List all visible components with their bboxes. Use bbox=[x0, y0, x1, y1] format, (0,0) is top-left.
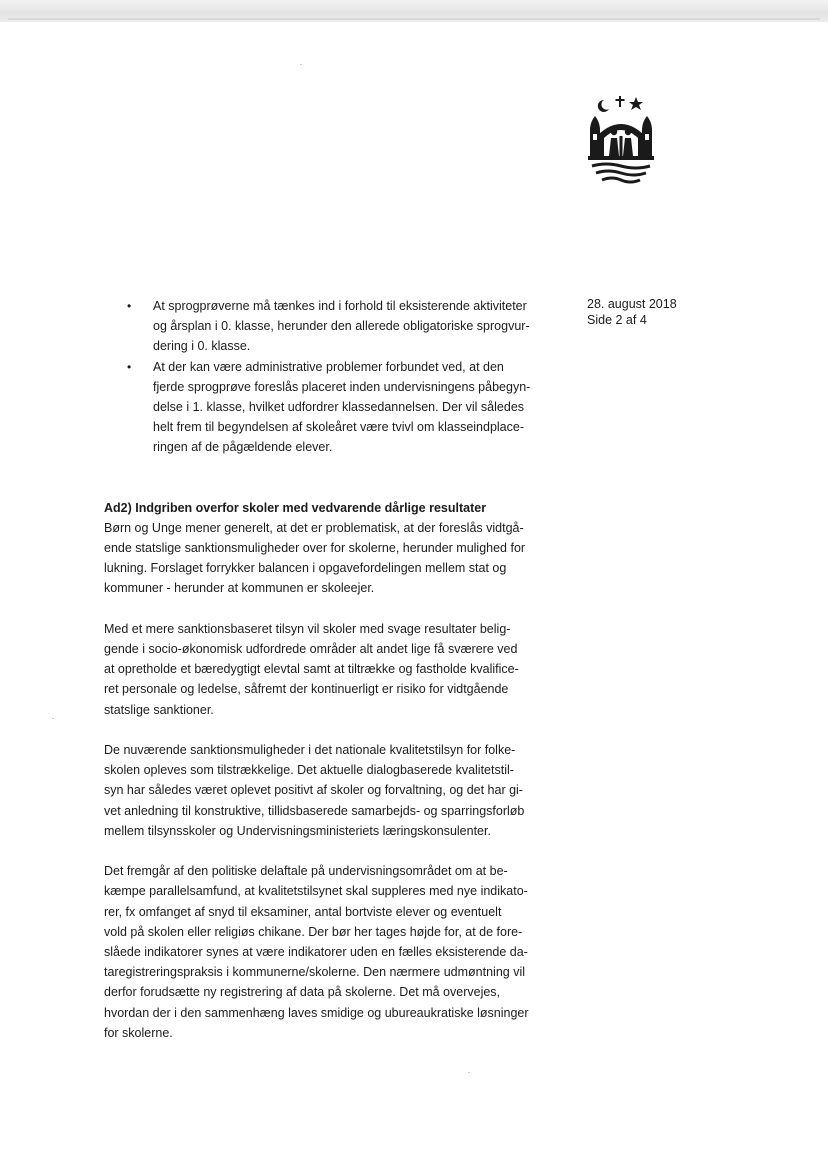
text-line: dering i 0. klasse. bbox=[153, 339, 251, 354]
text-line: taregistreringspraksis i kommunerne/skolerne. Den nærmere udmøntning vil bbox=[104, 965, 526, 980]
text-line: ringen af de pågældende elever. bbox=[153, 440, 333, 455]
text-line: syn har således været oplevet positivt af skoler og forvaltning, og det har gi- bbox=[104, 783, 523, 798]
paragraph bbox=[104, 861, 564, 1043]
text-line: derfor forudsætte ny registrering af data på skolerne. Det må overvejes, bbox=[104, 985, 501, 1000]
text-line: Det fremgår af den politiske delaftale på undervisningsområdet om at be- bbox=[104, 864, 508, 879]
text-line: rer, fx omfanget af snyd til eksaminer, antal bortviste elever og eventuelt bbox=[104, 904, 502, 919]
scan-speck bbox=[52, 718, 54, 719]
section-heading: Ad2) Indgriben overfor skoler med vedvarende dårlige resultater bbox=[104, 500, 487, 515]
coat-of-arms-icon bbox=[584, 94, 658, 190]
text-line: vold på skolen eller religiøs chikane. Der bør her tages højde for, at de fore- bbox=[104, 924, 523, 939]
bullet-list bbox=[104, 296, 564, 458]
text-line: mellem tilsynsskoler og Undervisningsministeriets læringskonsulenter. bbox=[104, 823, 491, 838]
text-line: At sprogprøverne må tænkes ind i forhold til eksisterende aktiviteter bbox=[153, 299, 527, 313]
letter-meta bbox=[587, 296, 747, 328]
bullet-dot-icon: • bbox=[127, 359, 132, 374]
text-line: lukning. Forslaget forrykker balancen i opgavefordelingen mellem stat og bbox=[104, 561, 507, 576]
text-line: for skolerne. bbox=[104, 1025, 173, 1040]
text-line: kæmpe parallelsamfund, at kvalitetstilsynet skal suppleres med nye indikato- bbox=[104, 884, 528, 899]
bullet-dot-icon: • bbox=[127, 299, 132, 313]
text-line: fjerde sprogprøve foreslås placeret inden undervisningens påbegyn- bbox=[153, 379, 531, 394]
text-line: at opretholde et bæredygtigt elevtal samt at tiltrække og fastholde kvalifice- bbox=[104, 662, 519, 677]
paragraph bbox=[104, 619, 564, 720]
paragraph bbox=[104, 740, 564, 841]
page-number: Side 2 af 4 bbox=[587, 313, 647, 327]
text-line: ret personale og ledelse, såfremt der kontinuerligt er risiko for vidtgående bbox=[104, 682, 509, 697]
text-line: delse i 1. klasse, hvilket udfordrer klassedannelsen. Der vil således bbox=[153, 400, 525, 415]
text-line: Børn og Unge mener generelt, at det er problematisk, at der foreslås vidtgå- bbox=[104, 520, 524, 535]
text-line: At der kan være administrative problemer forbundet ved, at den bbox=[153, 359, 504, 374]
bullet-item bbox=[104, 357, 564, 458]
text-line: helt frem til begyndelsen af skoleåret være tvivl om klasseindplace- bbox=[153, 420, 525, 435]
scan-top-line bbox=[8, 18, 820, 20]
text-line: vet anledning til konstruktive, tillidsbaserede samarbejds- og sparringsforløb bbox=[104, 803, 525, 818]
text-line: og årsplan i 0. klasse, herunder den allerede obligatoriske sprogvur- bbox=[153, 319, 530, 334]
text-line: Med et mere sanktionsbaseret tilsyn vil skoler med svage resultater belig- bbox=[104, 621, 511, 636]
scan-speck bbox=[300, 64, 302, 65]
aarhus-coat-of-arms-logo bbox=[584, 94, 658, 190]
letter-body bbox=[104, 296, 564, 1043]
paragraph bbox=[104, 518, 564, 599]
text-line: skolen opleves som tilstrækkelige. Det aktuelle dialogbaserede kvalitetstil- bbox=[104, 763, 514, 778]
scan-speck bbox=[468, 1072, 470, 1073]
text-line: gende i socio-økonomisk udfordrede områder alt andet lige få sværere ved bbox=[104, 642, 518, 657]
text-line: De nuværende sanktionsmuligheder i det nationale kvalitetstilsyn for folke- bbox=[104, 743, 516, 758]
text-line: ende statslige sanktionsmuligheder over for skolerne, herunder mulighed for bbox=[104, 541, 526, 556]
text-line: hvordan der i den sammenhæng laves smidige og ubureaukratiske løsninger bbox=[104, 1005, 529, 1020]
text-line: slåede indikatorer synes at være indikatorer uden en fælles eksisterende da- bbox=[104, 945, 528, 960]
text-line: kommuner - herunder at kommunen er skoleejer. bbox=[104, 581, 375, 596]
text-line: statslige sanktioner. bbox=[104, 702, 214, 717]
bullet-item bbox=[104, 296, 564, 357]
letter-date: 28. august 2018 bbox=[587, 297, 677, 311]
